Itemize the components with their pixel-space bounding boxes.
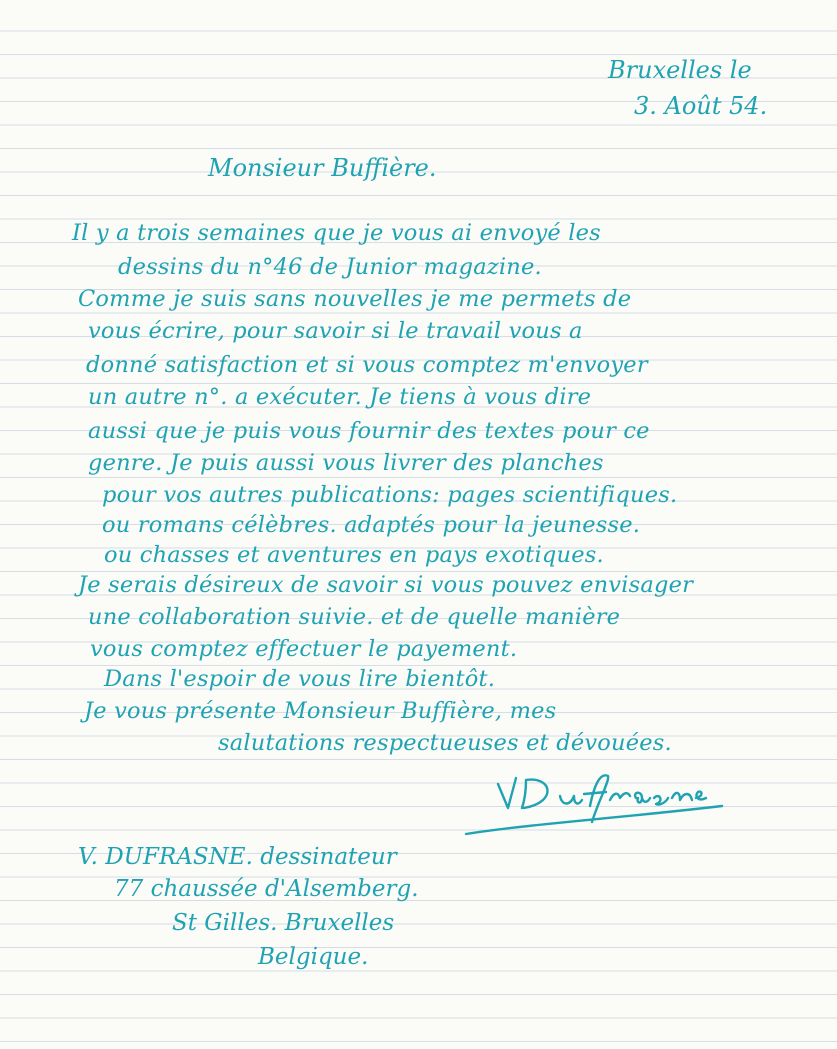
body-line: ou romans célèbres. adaptés pour la jeunesse. — [102, 512, 641, 538]
body-line: donné satisfaction et si vous comptez m'envoyer — [86, 352, 648, 378]
body-line: un autre n°. a exécuter. Je tiens à vous dire — [88, 384, 592, 410]
body-line: ou chasses et aventures en pays exotiques. — [104, 542, 604, 568]
address-street: 77 chaussée d'Alsemberg. — [114, 876, 419, 902]
address-city: St Gilles. Bruxelles — [172, 910, 395, 936]
body-line: Je serais désireux de savoir si vous pouvez envisager — [78, 572, 694, 598]
body-line: dessins du n°46 de Junior magazine. — [118, 254, 542, 280]
salutation: Monsieur Buffière. — [208, 154, 437, 182]
body-line: Il y a trois semaines que je vous ai envoyé les — [72, 220, 601, 246]
body-line: une collaboration suivie. et de quelle manière — [88, 604, 621, 630]
body-line: aussi que je puis vous fournir des textes pour ce — [88, 418, 650, 444]
date-day: 3. Août 54. — [634, 92, 768, 120]
date-place: Bruxelles le — [608, 56, 752, 84]
address-name: V. DUFRASNE. dessinateur — [78, 844, 397, 870]
body-line: Comme je suis sans nouvelles je me permets de — [78, 286, 632, 312]
body-line: pour vos autres publications: pages scientifiques. — [102, 482, 678, 508]
body-line: vous écrire, pour savoir si le travail vous a — [88, 318, 583, 344]
body-line: genre. Je puis aussi vous livrer des planches — [88, 450, 604, 476]
address-country: Belgique. — [258, 944, 369, 970]
signature — [460, 762, 730, 842]
body-line: salutations respectueuses et dévouées. — [218, 730, 672, 756]
body-line: vous comptez effectuer le payement. — [90, 636, 518, 662]
body-line: Je vous présente Monsieur Buffière, mes — [84, 698, 557, 724]
body-line: Dans l'espoir de vous lire bientôt. — [104, 666, 496, 692]
